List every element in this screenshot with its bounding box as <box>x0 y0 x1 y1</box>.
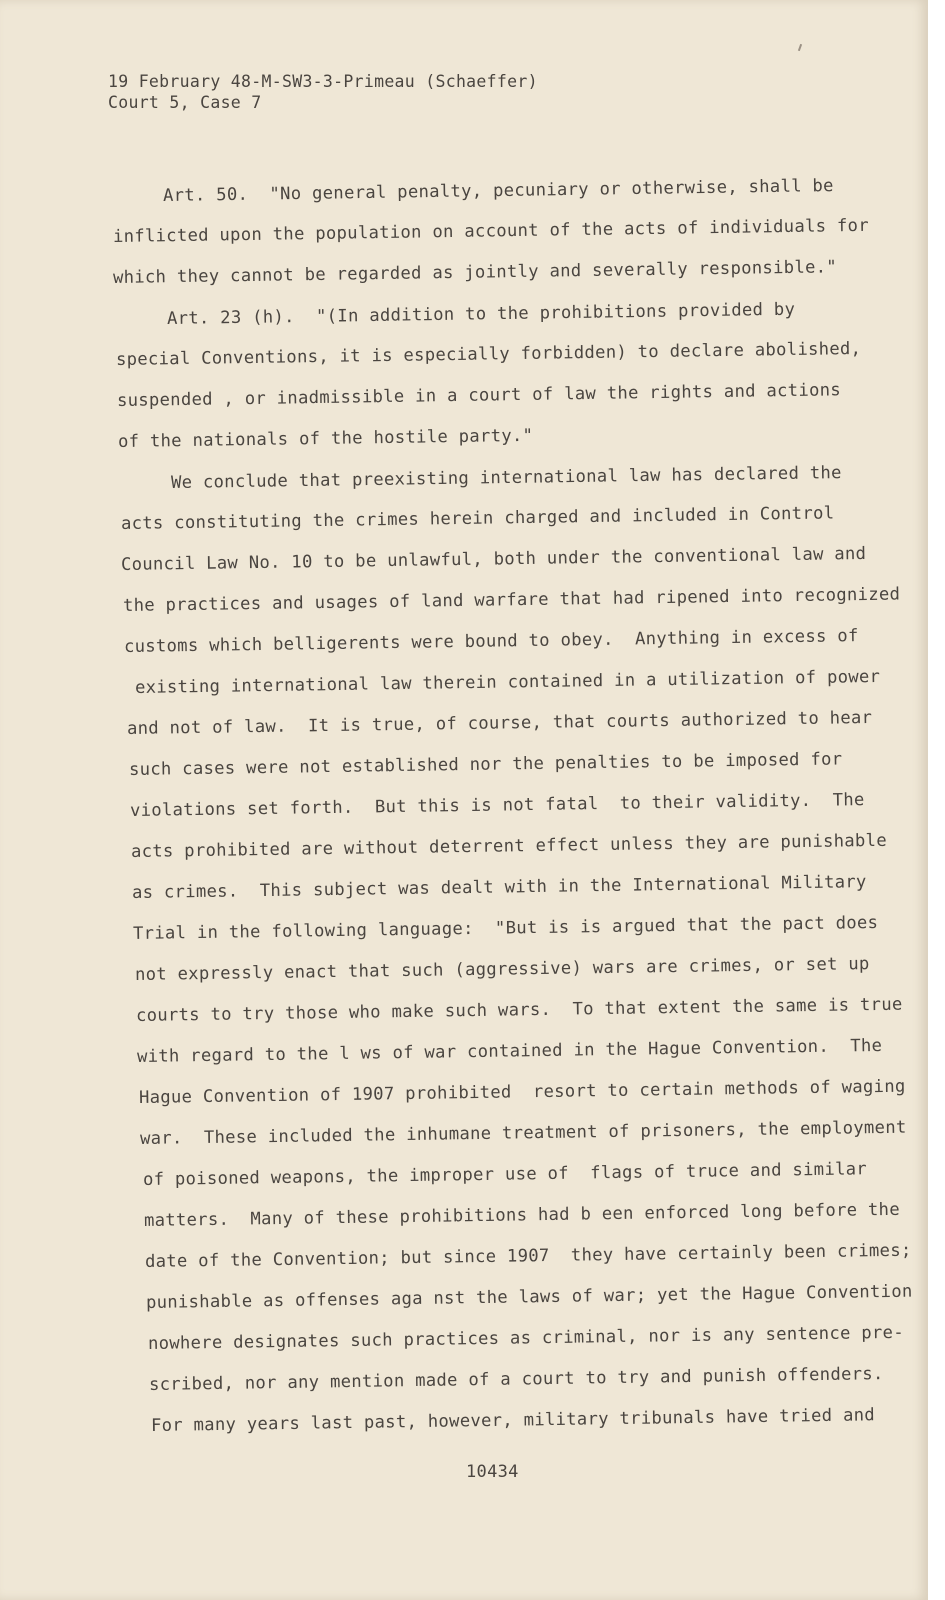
page-number: 10434 <box>466 1462 519 1482</box>
header-date-reference: 19 February 48-M-SW3-3-Primeau (Schaeffer) <box>108 72 538 91</box>
scan-margin <box>928 0 945 1600</box>
body-line: We conclude that preexisting international law has declared the <box>170 463 842 493</box>
body-line: Art. 50. "No general penalty, pecuniary or otherwise, shall be <box>162 176 834 206</box>
body-line: violations set forth. But this is not fatal to their validity. The <box>129 790 865 821</box>
body-line: suspended , or inadmissible in a court of law the rights and actions <box>116 380 842 411</box>
body-line: not expressly enact that such (aggressive) wars are crimes, or set up <box>134 954 870 985</box>
body-line: the practices and usages of land warfare that had ripened into recognized <box>122 584 901 616</box>
body-line: scribed, nor any mention made of a court to try and punish offenders. <box>148 1364 884 1395</box>
body-line: inflicted upon the population on account of the acts of individuals for <box>112 215 870 247</box>
body-line: Trial in the following language: "But is is argued that the pact does <box>132 912 879 944</box>
body-line: of the nationals of the hostile party." <box>117 425 534 452</box>
body-line: courts to try those who make such wars. To that extent the same is true <box>135 994 903 1026</box>
body-line: which they cannot be regarded as jointly and severally responsible." <box>112 257 838 288</box>
body-line: existing international law therein contained in a utilization of power <box>134 666 881 698</box>
body-line: Council Law No. 10 to be unlawful, both under the conventional law and <box>120 543 867 575</box>
body-line: acts prohibited are without deterrent effect unless they are punishable <box>130 830 888 862</box>
body-line: For many years last past, however, military tribunals have tried and <box>150 1405 876 1436</box>
body-line: Art. 23 (h). "(In addition to the prohibitions provided by <box>166 299 796 329</box>
header-court-case: Court 5, Case 7 <box>108 93 262 112</box>
body-line: matters. Many of these prohibitions had b een enforced long before the <box>143 1199 901 1231</box>
body-line: customs which belligerents were bound to obey. Anything in excess of <box>123 626 859 657</box>
body-line: of poisoned weapons, the improper use of flags of truce and similar <box>142 1159 868 1190</box>
body-line: special Conventions, it is especially forbidden) to declare abolished, <box>115 338 862 370</box>
body-line: and not of law. It is true, of course, that courts authorized to hear <box>126 707 873 739</box>
body-line: nowhere designates such practices as criminal, nor is any sentence pre- <box>147 1322 905 1354</box>
body-line: punishable as offenses aga nst the laws of war; yet the Hague Convention <box>145 1281 913 1313</box>
body-line: such cases were not established nor the penalties to be imposed for <box>128 749 843 780</box>
paper-mark <box>798 44 802 51</box>
body-line: war. These included the inhumane treatment of prisoners, the employment <box>139 1117 907 1149</box>
body-line: date of the Convention; but since 1907 they have certainly been crimes; <box>144 1240 912 1272</box>
body-line: acts constituting the crimes herein charged and included in Control <box>120 503 835 534</box>
body-line: as crimes. This subject was dealt with in the International Military <box>131 872 867 903</box>
body-line: Hague Convention of 1907 prohibited resort to certain methods of waging <box>138 1076 906 1108</box>
body-line: with regard to the l ws of war contained in the Hague Convention. The <box>136 1035 883 1067</box>
